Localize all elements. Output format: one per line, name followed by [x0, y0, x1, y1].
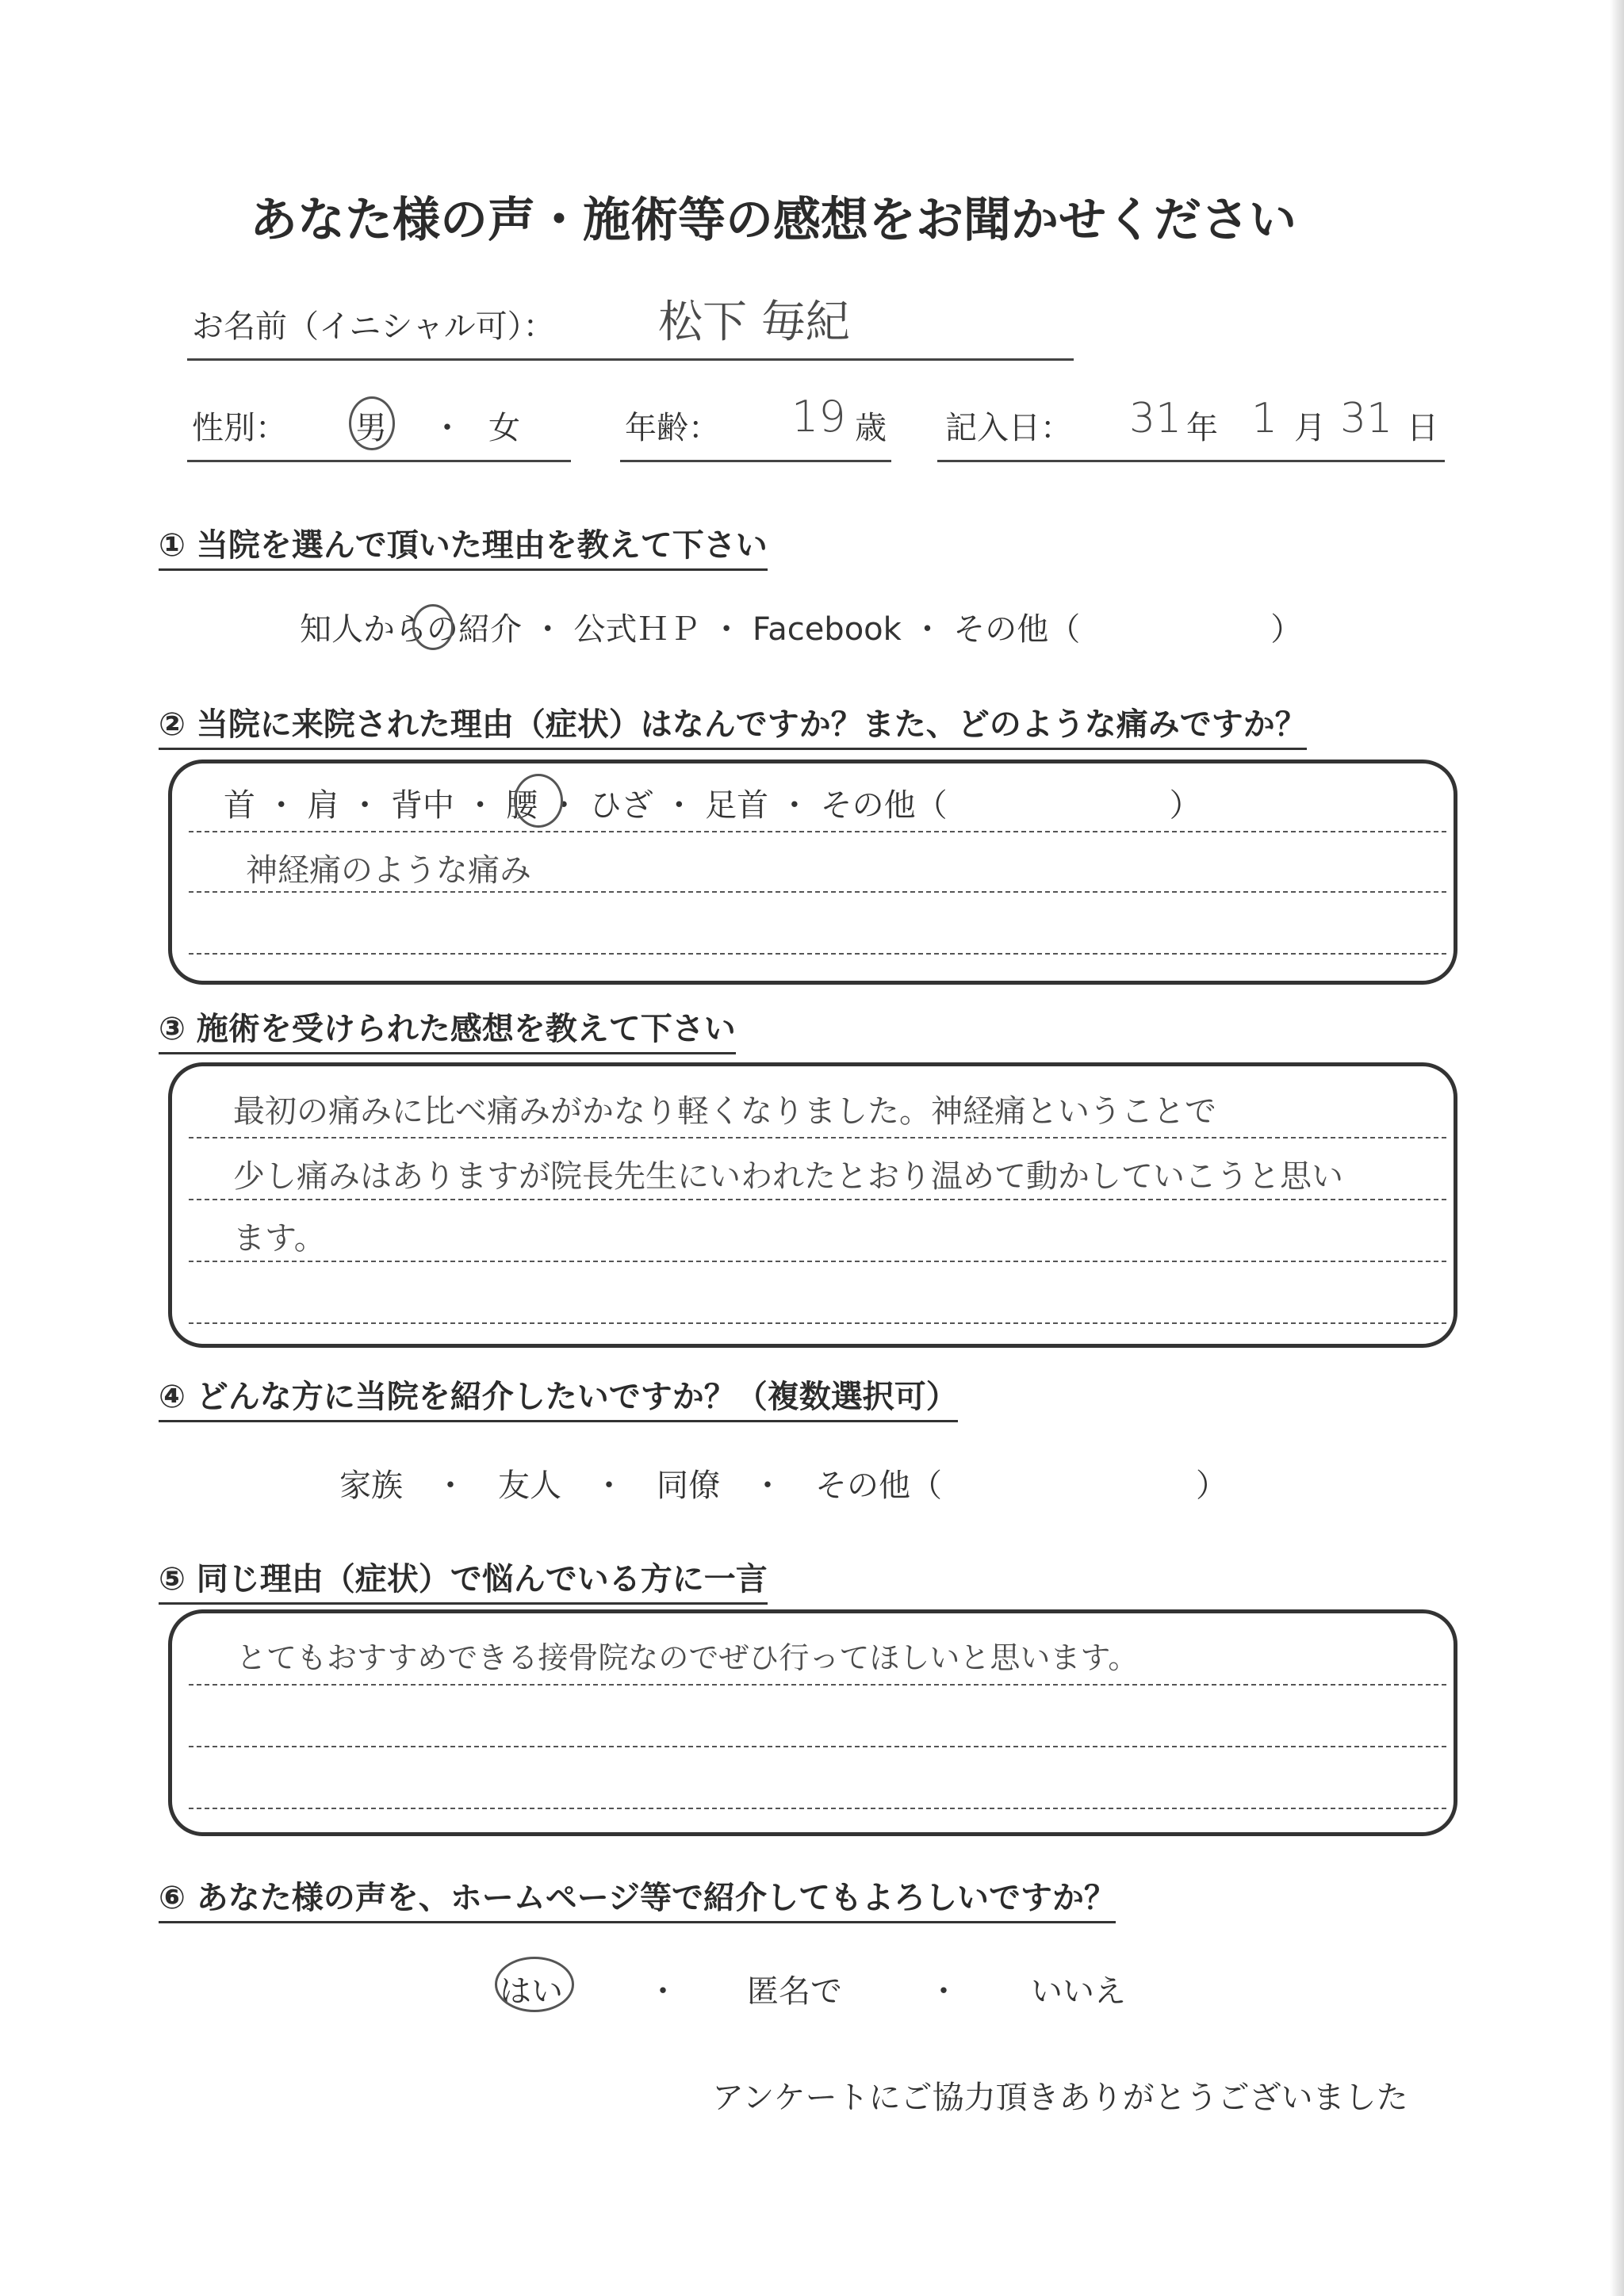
q5-line-1: [189, 1684, 1446, 1686]
q3-answer-line-1[interactable]: 最初の痛みに比べ痛みがかなり軽くなりました。神経痛ということで: [233, 1093, 1216, 1130]
age-value[interactable]: 19: [791, 392, 846, 442]
q6-no[interactable]: いいえ: [1031, 1973, 1126, 2010]
gender-female[interactable]: 女: [488, 410, 520, 446]
age-label: 年齢：: [625, 410, 720, 446]
q5-answer[interactable]: とてもおすすめできる接骨院なのでぜひ行ってほしいと思います。: [236, 1640, 1139, 1675]
q2-selected-circle: [514, 774, 563, 828]
name-label: お名前（イニシャル可）：: [192, 308, 555, 345]
q3-heading: ③ 施術を受けられた感想を教えて下さい: [159, 1004, 736, 1054]
footer-thanks: アンケートにご協力頂きありがとうございました: [712, 2080, 1408, 2116]
q5-heading: ⑤ 同じ理由（症状）で悩んでいる方に一言: [159, 1554, 768, 1605]
date-month-unit: 月: [1294, 410, 1326, 446]
date-day-unit: 日: [1407, 410, 1438, 446]
q6-yes[interactable]: はい: [500, 1973, 563, 2010]
q1-options[interactable]: 知人からの紹介 ・ 公式ＨＰ ・ Facebook ・ その他（ ）: [300, 611, 1303, 648]
q5-line-2: [189, 1746, 1446, 1747]
q2-line-2: [189, 891, 1446, 893]
date-year[interactable]: 31: [1129, 395, 1182, 442]
q6-dot-1: ・: [647, 1973, 679, 2010]
q4-options[interactable]: 家族 ・ 友人 ・ 同僚 ・ その他（ ）: [339, 1468, 1228, 1504]
page-title: あなた様の声・施術等の感想をお聞かせください: [250, 193, 1297, 248]
date-year-unit: 年: [1186, 410, 1218, 446]
name-underline: [187, 358, 1074, 361]
q3-answer-line-2[interactable]: 少し痛みはありますが院長先生にいわれたとおり温めて動かしていこうと思い: [233, 1158, 1343, 1195]
q5-line-3: [189, 1808, 1446, 1809]
gender-underline: [187, 460, 571, 462]
q6-anonymous[interactable]: 匿名で: [747, 1973, 842, 2010]
age-underline: [620, 460, 891, 462]
gender-selected-circle: [349, 396, 395, 450]
date-day[interactable]: 31: [1340, 395, 1393, 442]
q3-answer-line-3[interactable]: ます。: [233, 1220, 326, 1257]
name-value[interactable]: 松下 毎紀: [658, 297, 850, 348]
q3-line-4: [189, 1322, 1446, 1324]
q3-line-3: [189, 1261, 1446, 1262]
q2-line-1: [189, 831, 1446, 832]
date-label: 記入日：: [945, 410, 1072, 446]
q6-dot-2: ・: [928, 1973, 959, 2010]
q3-line-2: [189, 1199, 1446, 1200]
q1-heading: ① 当院を選んで頂いた理由を教えて下さい: [159, 520, 768, 571]
age-unit: 歳: [855, 410, 887, 446]
q2-answer[interactable]: 神経痛のような痛み: [246, 852, 531, 889]
q4-heading: ④ どんな方に当院を紹介したいですか？（複数選択可）: [159, 1372, 958, 1422]
q2-options[interactable]: 首 ・ 肩 ・ 背中 ・ 腰 ・ ひざ ・ 足首 ・ その他（ ）: [224, 787, 1201, 824]
q2-heading: ② 当院に来院された理由（症状）はなんですか？また、どのような痛みですか？: [159, 699, 1307, 750]
q3-line-1: [189, 1137, 1446, 1138]
scan-edge: [1610, 0, 1624, 2296]
q2-line-3: [189, 953, 1446, 955]
gender-sep: ・: [431, 410, 463, 446]
gender-male[interactable]: 男: [355, 410, 387, 446]
date-underline: [937, 460, 1445, 462]
date-month[interactable]: 1: [1251, 395, 1278, 442]
q6-heading: ⑥ あなた様の声を、ホームページ等で紹介してもよろしいですか？: [159, 1873, 1116, 1923]
q1-selected-circle: [412, 604, 454, 650]
gender-label: 性別：: [192, 410, 287, 446]
q6-selected-circle: [495, 1957, 574, 2012]
